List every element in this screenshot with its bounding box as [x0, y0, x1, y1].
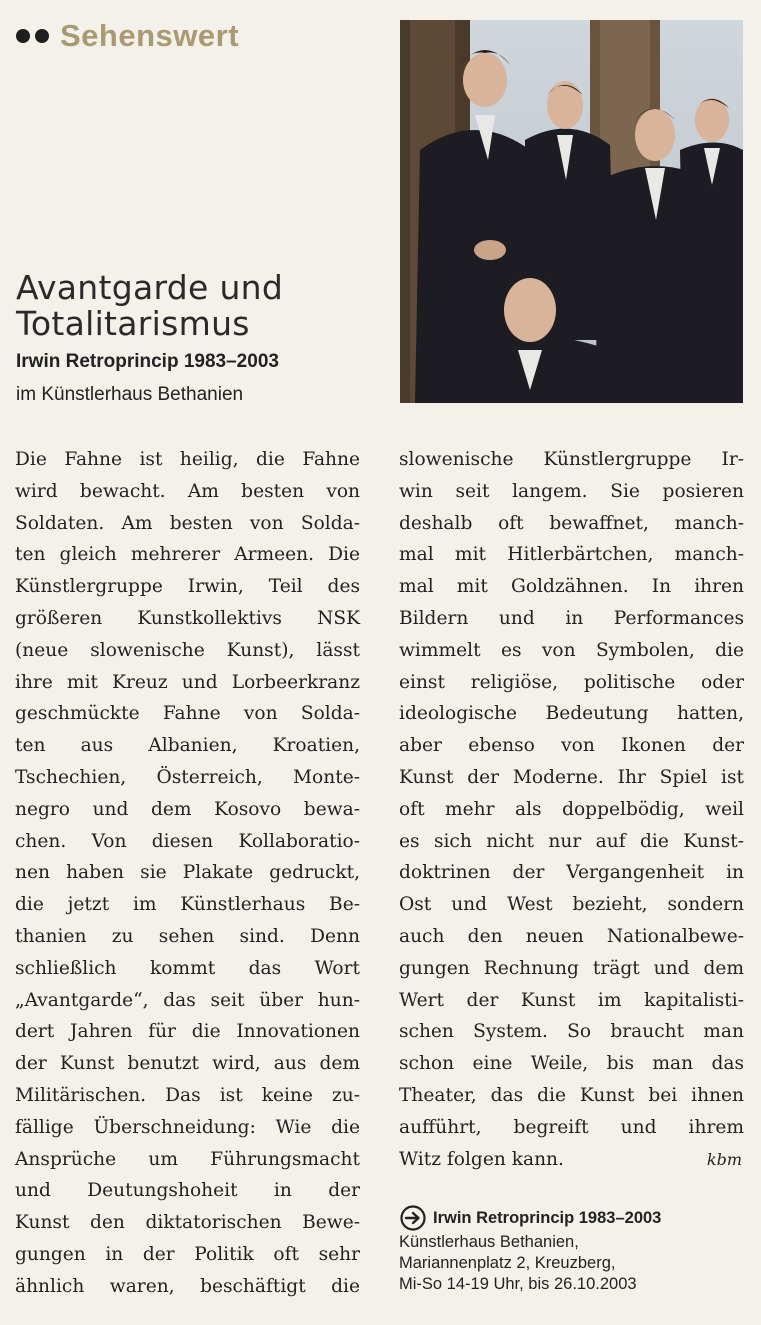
body-text-line: ten gleich mehrerer Armeen. Die [15, 544, 360, 566]
body-text-line: chen. Von diesen Kollaboratio- [15, 830, 360, 852]
body-text-line: fällige Überschneidung: Wie die [15, 1116, 360, 1138]
body-text-line: es sich nicht nur auf die Kunst- [399, 830, 744, 852]
body-text-line: größeren Kunstkollektivs NSK [15, 607, 360, 629]
body-text-line: ten aus Albanien, Kroatien, [15, 735, 360, 757]
headline-line: Totalitarismus [16, 304, 250, 343]
body-text-line: schen System. So braucht man [399, 1021, 744, 1043]
body-text-line: ihre mit Kreuz und Lorbeerkranz [15, 671, 360, 693]
bullet-dot-icon [16, 29, 30, 43]
event-info-line: Mi-So 14-19 Uhr, bis 26.10.2003 [399, 1275, 637, 1293]
body-text-line: mal mit Hitlerbärtchen, manch- [399, 544, 744, 566]
body-text-line: die jetzt im Künstlerhaus Be- [15, 894, 360, 916]
body-text-line: der Kunst benutzt wird, aus dem [15, 1053, 360, 1075]
body-text-line: slowenische Künstlergruppe Ir- [399, 449, 744, 470]
section-kicker [16, 16, 239, 56]
body-text-line: auch den neuen Nationalbewe- [399, 925, 744, 947]
headline-line: Avantgarde und [16, 268, 284, 307]
body-text-line: nen haben sie Plakate gedruckt, [15, 862, 360, 884]
event-info-line: Mariannenplatz 2, Kreuzberg, [399, 1254, 616, 1272]
body-text-line: Soldaten. Am besten von Solda- [15, 512, 360, 534]
bullet-dot-icon [35, 29, 49, 43]
body-text-line: Künstlergruppe Irwin, Teil des [15, 576, 360, 598]
body-text-line: geschmückte Fahne von Solda- [15, 703, 360, 725]
body-text-line: einst religiöse, politische oder [399, 671, 744, 693]
body-text-line: „Avantgarde“, das seit über hun- [15, 989, 360, 1011]
body-text-line: Kunst der Moderne. Ihr Spiel ist [399, 766, 744, 788]
section-label: Sehenswert [60, 18, 240, 53]
body-text-line: (neue slowenische Kunst), lässt [15, 639, 360, 661]
article-venue: im Künstlerhaus Bethanien [16, 384, 244, 405]
body-text-line: wird bewacht. Am besten von [15, 480, 360, 502]
body-text-line: negro und dem Kosovo bewa- [15, 798, 360, 820]
body-text-line: gungen in der Politik oft sehr [15, 1243, 360, 1265]
body-text-line: Witz folgen kann. [399, 1148, 564, 1170]
body-text-line: Theater, das die Kunst bei ihnen [399, 1084, 744, 1106]
body-column-left [15, 444, 360, 1303]
body-text-line: gungen Rechnung trägt und dem [399, 957, 744, 979]
body-text-line: Militärischen. Das ist keine zu- [15, 1084, 360, 1106]
body-text-line: Wert der Kunst im kapitalisti- [399, 989, 744, 1011]
body-text-line: mal mit Goldzähnen. In ihren [399, 576, 744, 598]
body-text-line: schließlich kommt das Wort [15, 957, 360, 979]
author-initials: kbm [706, 1149, 742, 1169]
event-info-title: Irwin Retroprincip 1983–2003 [433, 1208, 662, 1227]
body-text-line: aber ebenso von Ikonen der [399, 735, 744, 757]
body-text-line: deshalb oft bewaffnet, manch- [399, 512, 744, 534]
group-portrait-image [400, 20, 743, 403]
body-text-line: Ost und West bezieht, sondern [399, 894, 744, 916]
arrow-right-circle-icon [399, 1204, 427, 1232]
body-text-line: Ansprüche um Führungsmacht [15, 1148, 360, 1170]
body-text-line: ähnlich waren, beschäftigt die [15, 1275, 360, 1297]
body-text-line: win seit langem. Sie posieren [399, 480, 744, 502]
event-info-box [399, 1204, 744, 1295]
body-text-line: thanien zu sehen sind. Denn [15, 925, 360, 947]
event-info-line: Künstlerhaus Bethanien, [399, 1233, 579, 1251]
body-text-line: Bildern und in Performances [399, 607, 744, 629]
article-subtitle: Irwin Retroprincip 1983–2003 [16, 351, 279, 372]
article-headline [16, 270, 386, 342]
body-text-line: schon eine Weile, bis man das [399, 1053, 744, 1075]
body-text-line: aufführt, begreift und ihrem [399, 1116, 744, 1138]
body-text-line: Die Fahne ist heilig, die Fahne [15, 449, 360, 470]
body-text-line: ideologische Bedeutung hatten, [399, 703, 744, 725]
body-text-line: und Deutungshoheit in der [15, 1180, 360, 1202]
closing-line [399, 1144, 744, 1176]
body-text-line: oft mehr als doppelbödig, weil [399, 798, 744, 820]
article-photo [400, 20, 743, 403]
body-text-line: dert Jahren für die Innovationen [15, 1021, 360, 1043]
body-text-line: Tschechien, Österreich, Monte- [15, 766, 360, 788]
event-info-title-row [399, 1204, 744, 1232]
body-text-line: wimmelt es von Symbolen, die [399, 639, 744, 661]
body-text-line: doktrinen der Vergangenheit in [399, 862, 744, 884]
body-text-line: Kunst den diktatorischen Bewe- [15, 1212, 360, 1234]
body-column-right [399, 444, 744, 1175]
